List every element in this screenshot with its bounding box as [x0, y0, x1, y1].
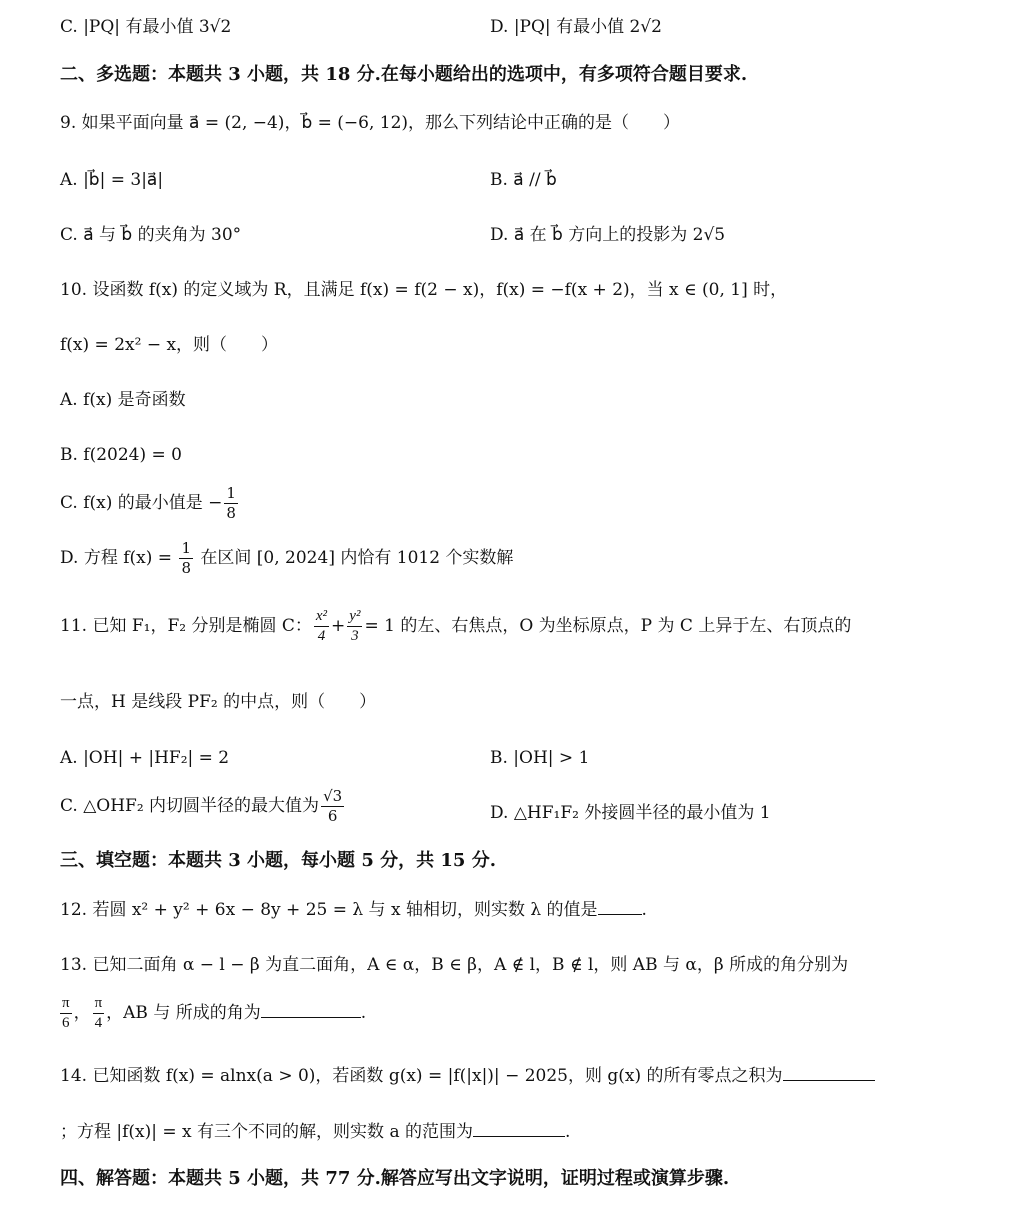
q8-option-d: D. |PQ| 有最小值 2√2 — [490, 17, 662, 37]
q14-answer-blank-1[interactable] — [783, 1062, 875, 1081]
q14-line1 — [60, 1062, 875, 1089]
q14-end: . — [565, 1122, 571, 1142]
q11-stem-prefix: 11. 已知 F₁，F₂ 分别是椭圆 C： — [60, 616, 312, 636]
q11-option-c-prefix: C. △OHF₂ 内切圆半径的最大值为 — [60, 796, 320, 816]
q9-option-b: B. a⃗ // b⃗ — [490, 170, 557, 190]
section-3-header: 三、填空题：本题共 3 小题，每小题 5 分，共 15 分. — [60, 850, 496, 871]
q11-y-numerator: y² — [347, 609, 362, 627]
q11-stem-line1 — [60, 609, 851, 644]
q11-y-fraction — [347, 609, 362, 644]
q14-answer-blank-2[interactable] — [473, 1118, 565, 1137]
q13-line2-text: ，AB 与 所成的角为 — [106, 1003, 261, 1023]
q11-option-a: A. |OH| + |HF₂| = 2 — [60, 748, 230, 768]
q9-option-d: D. a⃗ 在 b⃗ 方向上的投影为 2√5 — [490, 225, 726, 245]
q10-option-d-suffix: 在区间 [0, 2024] 内恰有 1012 个实数解 — [200, 548, 514, 568]
q9-option-c: C. a⃗ 与 b⃗ 的夹角为 30° — [60, 225, 242, 245]
section-2-header: 二、多选题：本题共 3 小题，共 18 分.在每小题给出的选项中，有多项符合题目要求. — [60, 64, 748, 85]
q10-d-numerator: 1 — [181, 539, 191, 557]
q14-line2-text: ；方程 |f(x)| = x 有三个不同的解，则实数 a 的范围为 — [60, 1122, 473, 1142]
section-4-header: 四、解答题：本题共 5 小题，共 77 分.解答应写出文字说明，证明过程或演算步骤. — [60, 1168, 730, 1189]
q14-line2 — [60, 1118, 570, 1145]
q10-c-denominator: 8 — [226, 504, 236, 522]
q11-plus: + — [331, 616, 346, 636]
q14-line1-text: 14. 已知函数 f(x) = alnx(a > 0)，若函数 g(x) = |f(|x|)| − 2025，则 g(x) 的所有零点之积为 — [60, 1066, 783, 1086]
q10-d-denominator: 8 — [181, 559, 191, 577]
q11-x-fraction — [314, 609, 329, 644]
q13-answer-blank[interactable] — [261, 999, 361, 1018]
q12-text: 12. 若圆 x² + y² + 6x − 8y + 25 = λ 与 x 轴相切，则实数 λ 的值是 — [60, 900, 598, 920]
q9-option-a: A. |b⃗| = 3|a⃗| — [60, 170, 164, 190]
q11-option-d: D. △HF₁F₂ 外接圆半径的最小值为 1 — [490, 803, 771, 823]
q11-c-denominator: 6 — [327, 807, 338, 825]
q11-stem-suffix: = 1 的左、右焦点，O 为坐标原点，P 为 C 上异于左、右顶点的 — [364, 616, 852, 636]
q13-line1: 13. 已知二面角 α − l − β 为直二面角，A ∈ α，B ∈ β，A ∉ l，B ∉ l，则 AB 与 α，β 所成的角分别为 — [60, 955, 849, 975]
q11-option-c — [60, 789, 346, 824]
q10-option-d-prefix: D. 方程 f(x) = — [60, 548, 173, 568]
q13-line2 — [60, 996, 366, 1031]
q13-frac2-denominator: 4 — [94, 1015, 103, 1031]
q10-option-d-fraction — [179, 541, 193, 576]
q10-option-c-fraction — [224, 486, 238, 521]
q10-option-c — [60, 486, 240, 521]
q12-answer-blank[interactable] — [598, 896, 642, 915]
q11-y-denominator: 3 — [351, 628, 359, 644]
q11-x-denominator: 4 — [317, 628, 326, 644]
q12-question — [60, 896, 647, 923]
q11-x-numerator: x² — [314, 609, 329, 627]
q10-stem-line2: f(x) = 2x² − x，则（ ） — [60, 335, 279, 355]
q10-c-numerator: 1 — [226, 484, 236, 502]
q13-separator: ， — [73, 1003, 91, 1023]
q13-frac2-numerator: π — [93, 996, 105, 1014]
q11-option-c-fraction — [321, 789, 344, 824]
q13-fraction-pi-4 — [93, 996, 105, 1031]
q11-c-numerator: √3 — [323, 787, 343, 805]
q10-option-b: B. f(2024) = 0 — [60, 445, 182, 465]
q10-option-c-text: C. f(x) 的最小值是 − — [60, 493, 223, 513]
q13-frac1-numerator: π — [60, 996, 72, 1014]
q13-fraction-pi-6 — [60, 996, 72, 1031]
q13-end: . — [360, 1003, 367, 1023]
q12-end: . — [641, 900, 647, 920]
q10-option-d — [60, 541, 513, 576]
q10-option-a: A. f(x) 是奇函数 — [60, 390, 186, 410]
q11-option-b: B. |OH| > 1 — [490, 748, 590, 768]
q11-stem-line2: 一点，H 是线段 PF₂ 的中点，则（ ） — [60, 692, 377, 712]
q10-stem-line1: 10. 设函数 f(x) 的定义域为 R，且满足 f(x) = f(2 − x)，f(x) = −f(x + 2)，当 x ∈ (0, 1] 时， — [60, 280, 788, 300]
q13-frac1-denominator: 6 — [62, 1015, 70, 1031]
q8-option-c: C. |PQ| 有最小值 3√2 — [60, 17, 232, 37]
q9-stem: 9. 如果平面向量 a⃗ = (2, −4)，b⃗ = (−6, 12)，那么下列结论中正确的是（ ） — [60, 113, 681, 133]
